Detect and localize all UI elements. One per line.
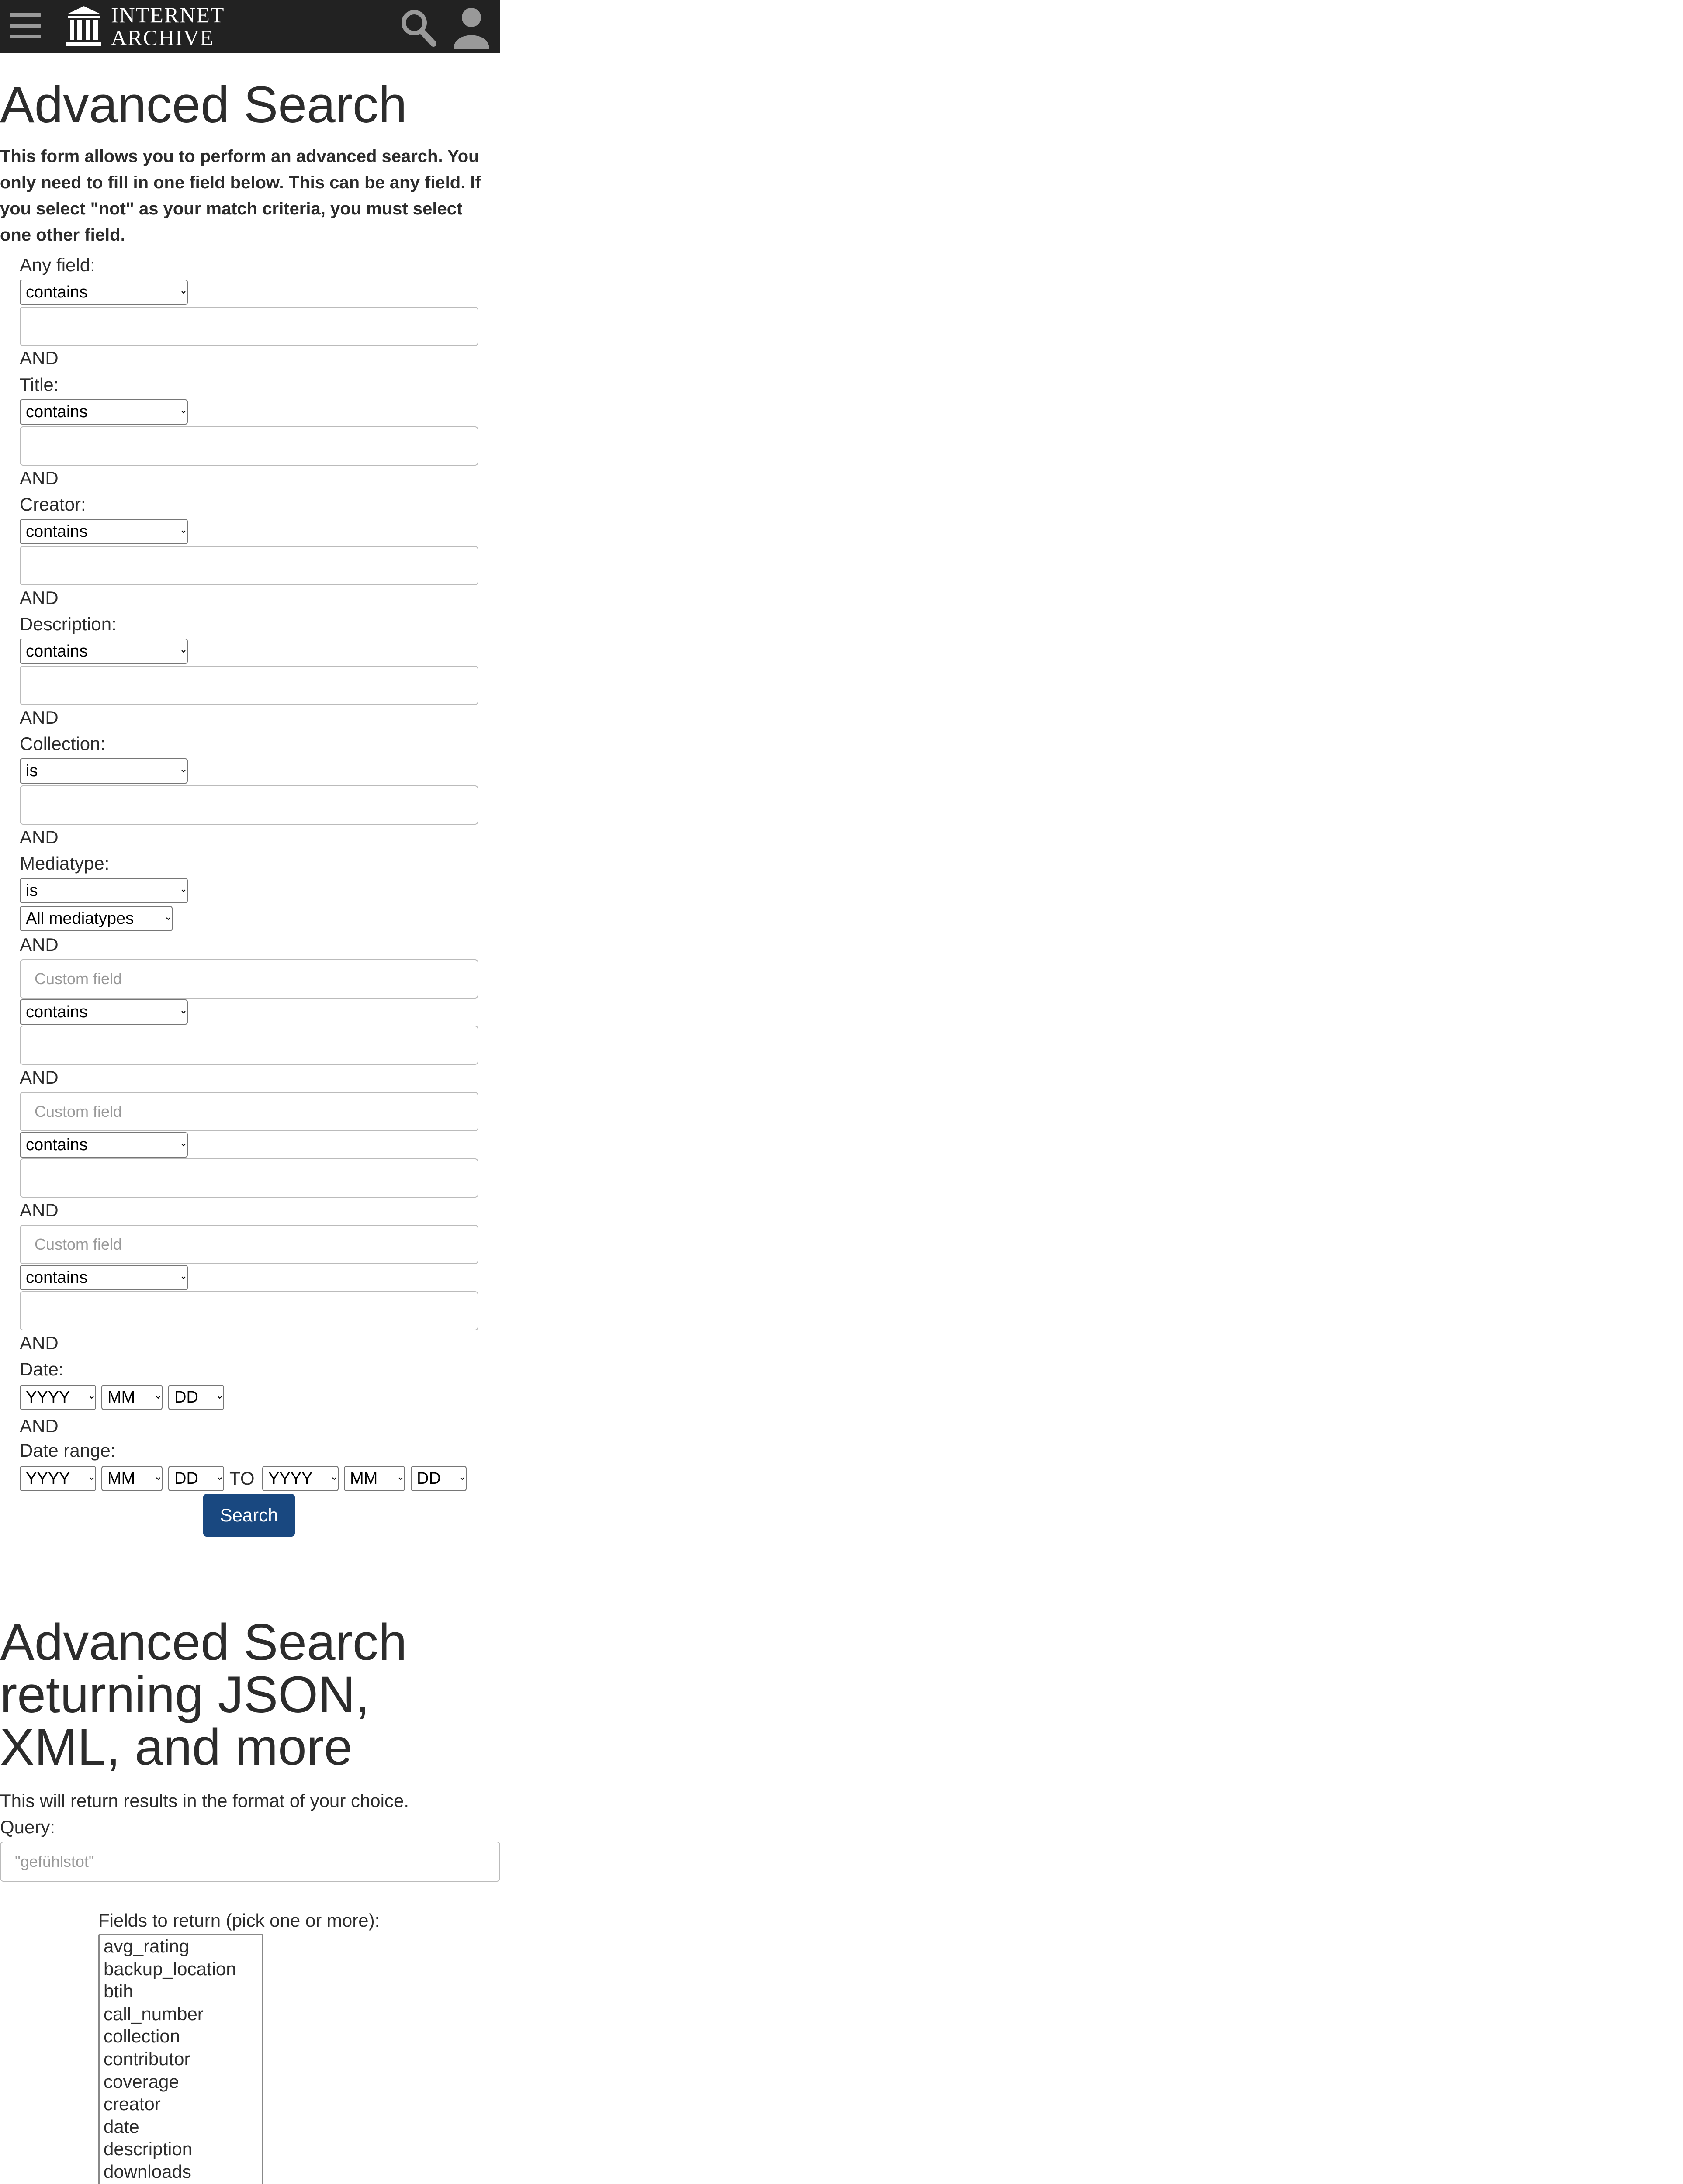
date-range-to-month-select[interactable] xyxy=(344,1466,405,1491)
and-label: AND xyxy=(20,827,59,847)
date-day-select[interactable] xyxy=(168,1385,224,1410)
archive-building-icon xyxy=(66,5,102,47)
and-label: AND xyxy=(20,1067,59,1088)
date-year-select[interactable] xyxy=(20,1385,96,1410)
creator-label: Creator: xyxy=(20,494,86,515)
date-month-select[interactable] xyxy=(101,1385,163,1410)
and-label: AND xyxy=(20,707,59,728)
custom-field-1-value-input[interactable] xyxy=(20,1026,478,1065)
advanced-search-intro: This form allows you to perform an advanced search. You only need to fill in one field below. This can be any field. If you select "not" as your match criteria, you must select one other field. xyxy=(0,147,481,245)
custom-field-2-name-input[interactable] xyxy=(20,1092,478,1131)
custom-field-3-name-input[interactable] xyxy=(20,1225,478,1264)
custom-field-2-operator-select[interactable] xyxy=(20,1132,188,1158)
logo-line-1: INTERNET xyxy=(111,3,225,27)
json-section-subtitle: This will return results in the format of your choice. xyxy=(0,1790,409,1811)
internet-archive-logo[interactable] xyxy=(66,4,225,48)
and-label: AND xyxy=(20,468,59,488)
logo-line-2: ARCHIVE xyxy=(111,25,215,50)
creator-input[interactable] xyxy=(20,546,478,585)
custom-field-1-name-input[interactable] xyxy=(20,959,478,999)
search-button[interactable]: Search xyxy=(203,1494,295,1537)
field-option[interactable]: downloads xyxy=(104,2161,191,2182)
custom-field-2-value-input[interactable] xyxy=(20,1158,478,1198)
user-account-icon[interactable] xyxy=(452,5,491,49)
mediatype-label: Mediatype: xyxy=(20,853,110,874)
field-option[interactable]: avg_rating xyxy=(104,1936,190,1956)
and-label: AND xyxy=(20,348,59,368)
title-input[interactable] xyxy=(20,426,478,466)
title-operator-select[interactable] xyxy=(20,399,188,425)
date-label: Date: xyxy=(20,1359,64,1379)
date-range-from-month-select[interactable] xyxy=(101,1466,163,1491)
query-label: Query: xyxy=(0,1817,55,1837)
field-option[interactable]: description xyxy=(104,2139,193,2160)
logo-wordmark xyxy=(111,3,225,49)
advanced-search-title: Advanced Search xyxy=(0,76,407,134)
field-option[interactable]: backup_location xyxy=(104,1958,236,1979)
search-icon[interactable] xyxy=(399,8,437,47)
json-section-title: Advanced Search returning JSON, XML, and more xyxy=(0,1614,407,1776)
and-label: AND xyxy=(20,1333,59,1353)
and-label: AND xyxy=(20,1416,59,1436)
and-label: AND xyxy=(20,934,59,955)
creator-operator-select[interactable] xyxy=(20,519,188,544)
custom-field-1-operator-select[interactable] xyxy=(20,999,188,1025)
date-range-from-day-select[interactable] xyxy=(168,1466,224,1491)
field-option[interactable]: coverage xyxy=(104,2071,179,2092)
collection-label: Collection: xyxy=(20,733,106,754)
field-option[interactable]: call_number xyxy=(104,2003,204,2024)
hamburger-menu-icon[interactable] xyxy=(10,13,41,40)
collection-input[interactable] xyxy=(20,785,478,825)
date-range-from-year-select[interactable] xyxy=(20,1466,96,1491)
date-range-to-day-select[interactable] xyxy=(411,1466,467,1491)
fields-to-return-list[interactable] xyxy=(98,1934,263,2184)
title-label: Title: xyxy=(20,374,59,395)
description-input[interactable] xyxy=(20,666,478,705)
custom-field-3-value-input[interactable] xyxy=(20,1291,478,1330)
custom-field-3-operator-select[interactable] xyxy=(20,1265,188,1290)
field-option[interactable]: contributor xyxy=(104,2048,190,2069)
date-range-label: Date range: xyxy=(20,1440,116,1461)
mediatype-operator-select[interactable] xyxy=(20,878,188,903)
top-navigation-bar xyxy=(0,0,500,53)
mediatype-value-select[interactable] xyxy=(20,906,173,931)
date-range-to-year-select[interactable] xyxy=(262,1466,339,1491)
any-field-label: Any field: xyxy=(20,255,95,275)
field-option[interactable]: btih xyxy=(104,1981,133,2002)
any-field-input[interactable] xyxy=(20,307,478,346)
field-option[interactable]: collection xyxy=(104,2026,180,2047)
description-operator-select[interactable] xyxy=(20,639,188,664)
query-input[interactable] xyxy=(0,1842,500,1882)
description-label: Description: xyxy=(20,614,117,634)
date-range-to-label: TO xyxy=(229,1468,255,1489)
and-label: AND xyxy=(20,1200,59,1220)
fields-to-return-label: Fields to return (pick one or more): xyxy=(98,1910,380,1931)
any-field-operator-select[interactable] xyxy=(20,280,188,305)
and-label: AND xyxy=(20,587,59,608)
field-option[interactable]: creator xyxy=(104,2094,161,2115)
collection-operator-select[interactable] xyxy=(20,758,188,784)
field-option[interactable]: date xyxy=(104,2116,139,2137)
